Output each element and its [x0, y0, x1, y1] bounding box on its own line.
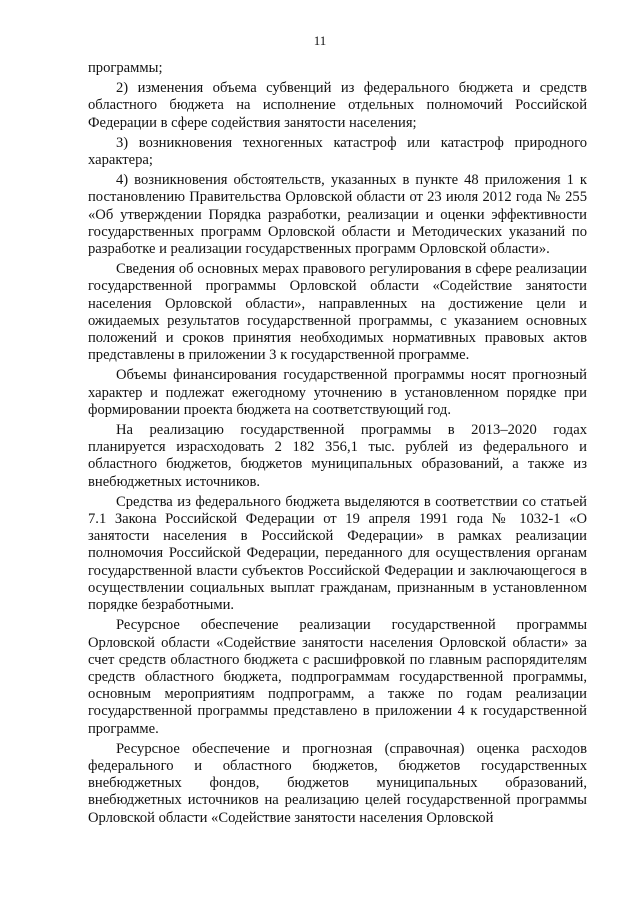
paragraph-item-4: 4) возникновения обстоятельств, указанных в пункте 48 приложения 1 к постановлению Правительства Орловской области от 23 июля 2012 года № 255 «Об утверждении Порядка разработки, реализации и оценки эффективности государственных программ Орловской области и Методических указаний по разработке и реализации государственных программ Орловской области». — [88, 172, 587, 258]
paragraph-planned-spending: На реализацию государственной программы в 2013–2020 годах планируется израсходовать 2 182 356,1 тыс. рублей из федерального и областного бюджетов, бюджетов муниципальных образований, а также из внебюджетных источников. — [88, 422, 587, 490]
paragraph-regional-resources: Ресурсное обеспечение реализации государственной программы Орловской области «Содействие занятости населения Орловской области» за счет средств областного бюджета с расшифровкой по главным распорядителям средств областного бюджета, подпрограммам государственной программы, основным мероприятиям подпрограмм, а также по годам реализации государственной программы представлено в приложении 4 к государственной программе. — [88, 617, 587, 737]
paragraph-financing-volumes: Объемы финансирования государственной программы носят прогнозный характер и подлежат ежегодному уточнению в установленном порядке при формировании проекта бюджета на соответствующий год. — [88, 367, 587, 418]
paragraph-item-3: 3) возникновения техногенных катастроф или катастроф природного характера; — [88, 134, 587, 169]
paragraph-federal-funds: Средства из федерального бюджета выделяются в соответствии со статьей 7.1 Закона Российской Федерации от 19 апреля 1991 года № 1032-1 «О занятости населения в Российской Федерации» в рамках реализации полномочия Российской Федерации, переданного для осуществления органам государственной власти субъектов Российской Федерации и заключающегося в осуществлении социальных выплат гражданам, признанным в установленном порядке безработными. — [88, 493, 587, 614]
paragraph-legal-regulation: Сведения об основных мерах правового регулирования в сфере реализации государственной программы Орловской области «Содействие занятости населения Орловской области», направленных на достижение цели и ожидаемых результатов государственной программы, с указанием основных положений и сроков принятия необходимых нормативных правовых актов представлены в приложении 3 к государственной программе. — [88, 261, 587, 364]
paragraph-item-2: 2) изменения объема субвенций из федерального бюджета и средств областного бюджета на исполнение отдельных полномочий Российской Федерации в сфере содействия занятости населения; — [88, 80, 587, 131]
page-number: 11 — [313, 33, 327, 48]
document-body — [88, 60, 587, 827]
paragraph-continuation: программы; — [88, 60, 163, 76]
paragraph-forecast-estimate: Ресурсное обеспечение и прогнозная (справочная) оценка расходов федерального и областного бюджетов, бюджетов государственных внебюджетных фондов, бюджетов муниципальных образований, внебюджетных источников на реализацию целей государственной программы Орловской области «Содействие занятости населения Орловской — [88, 740, 587, 826]
